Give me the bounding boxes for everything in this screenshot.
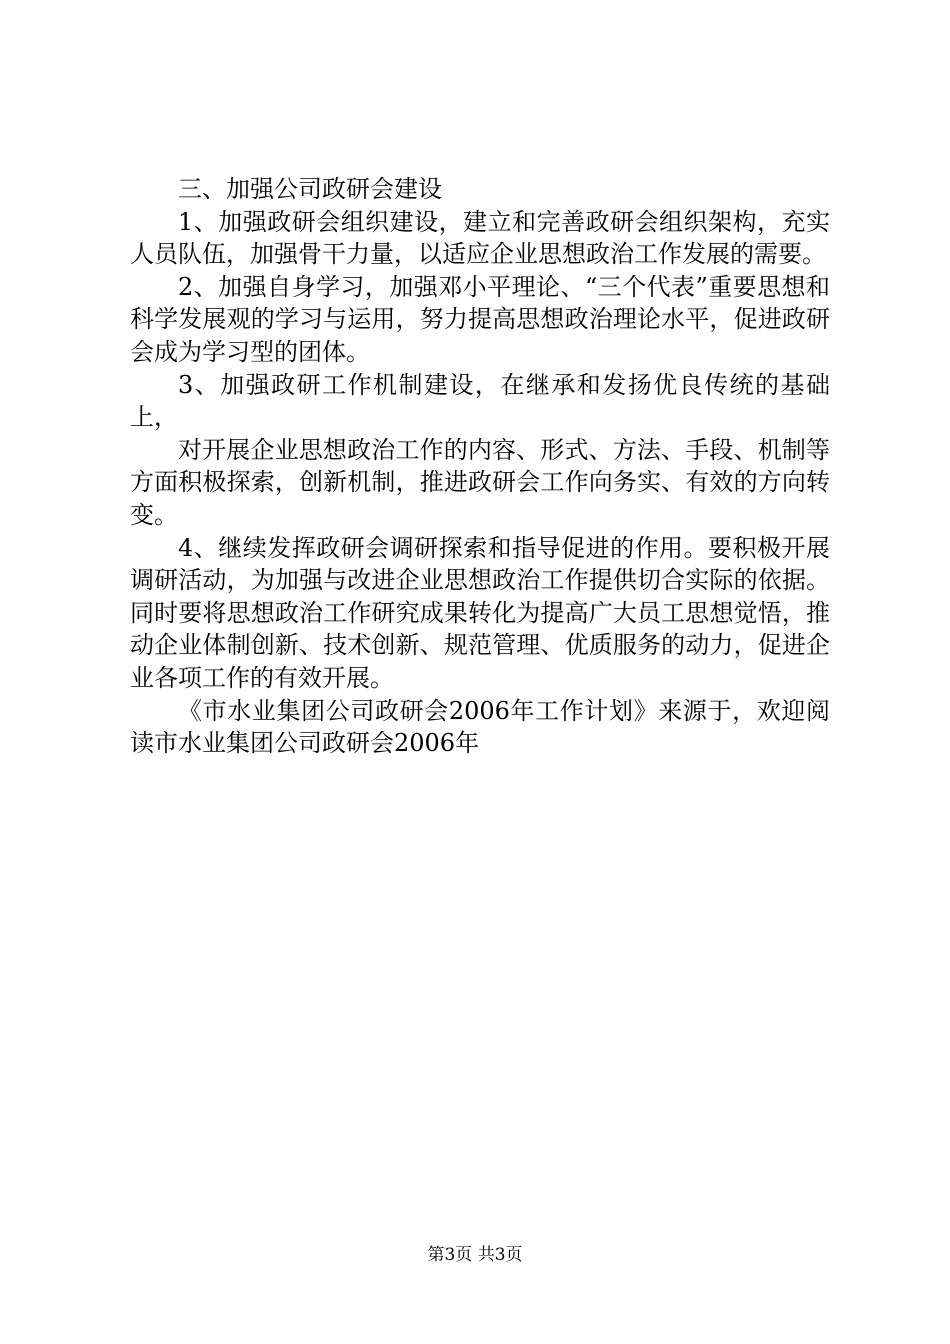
paragraph-source-note: 《市水业集团公司政研会2006年工作计划》来源于，欢迎阅读市水业集团公司政研会2006年 <box>130 696 830 758</box>
paragraph-research-role: 4、继续发挥政研会调研探索和指导促进的作用。要积极开展调研活动，为加强与改进企业思想政治工作提供切合实际的依据。同时要将思想政治工作研究成果转化为提高广大员工思想觉悟，推动企业体制创新、技术创新、规范管理、优质服务的动力，促进企业各项工作的有效开展。 <box>130 533 830 692</box>
paragraph-self-study: 2、加强自身学习，加强邓小平理论、“三个代表”重要思想和科学发展观的学习与运用，努力提高思想政治理论水平，促进政研会成为学习型的团体。 <box>130 272 830 366</box>
paragraph-org-building: 1、加强政研会组织建设，建立和完善政研会组织架构，充实人员队伍，加强骨干力量，以适应企业思想政治工作发展的需要。 <box>130 207 830 269</box>
page-number-footer: 第3页 共3页 <box>427 1245 523 1265</box>
document-body <box>130 173 830 760</box>
paragraph-mechanism: 3、加强政研工作机制建设，在继承和发扬优良传统的基础上， <box>130 370 830 432</box>
section-heading: 三、加强公司政研会建设 <box>178 175 442 203</box>
paragraph-exploration: 对开展企业思想政治工作的内容、形式、方法、手段、机制等方面积极探索，创新机制，推进政研会工作向务实、有效的方向转变。 <box>130 435 830 529</box>
